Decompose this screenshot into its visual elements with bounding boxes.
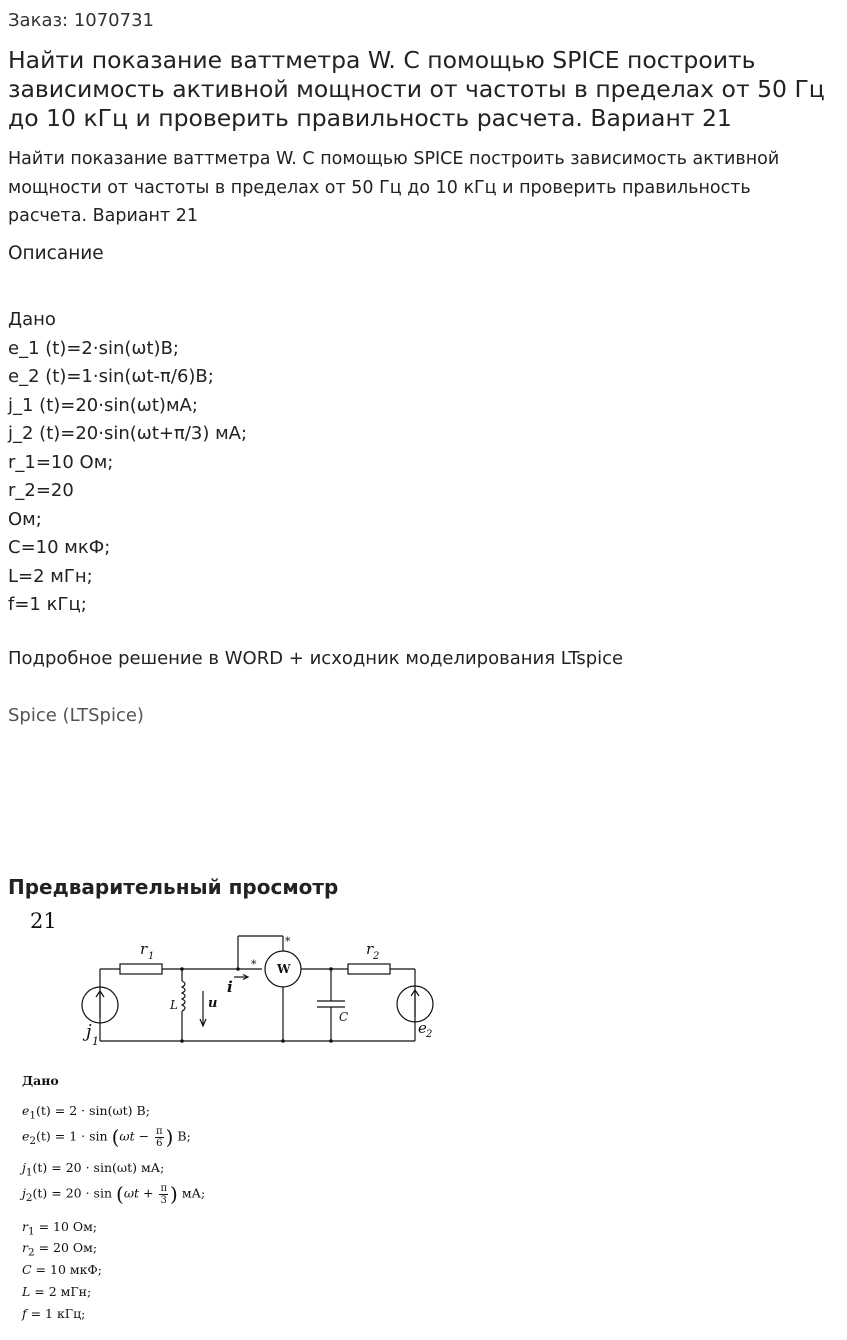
formula-e2: $e_2(t) = 1 \cdot \sin (\omega t$ − $\frac{\pi}{6}$ ) В; [22,1125,191,1149]
wattmeter-label: W [277,962,291,976]
j1-label: j [86,1021,92,1042]
capacitor-label: C [339,1010,349,1024]
formula-r2: $r_2 = 20$ Ом; [22,1240,98,1259]
e2-sub: 2 [426,1029,433,1040]
given-line: f=1 кГц; [8,594,87,615]
voltage-u-label: u [208,996,218,1011]
given-line: L=2 мГн; [8,565,93,587]
formula-l: L = 2 мГн; [22,1284,92,1299]
preview-image [0,905,460,1335]
r2-label: r [366,940,374,958]
given-line: r_2=20 [8,480,74,501]
formula-j1: $j_1(t) = 20 \cdot \sin(\omega t)$ мА; [22,1160,165,1179]
wattmeter-star-top: * [285,935,291,948]
wattmeter-star-left: * [251,958,257,971]
tag-link-spice[interactable]: Spice (LTSpice) [8,705,144,726]
r1-sub: 1 [148,951,155,962]
given-line: j_1 (t)=20·sin(ωt)мА; [8,394,198,416]
given-line: C=10 мкФ; [8,537,111,558]
given-line: e_1 (t)=2·sin(ωt)В; [8,337,179,359]
task-description: Найти показание ваттметра W. С помощью SPICE построить зависимость активной мощности от частоты в пределах от 50 Гц до 10 кГц и проверить правильность расчета. Вариант 21 [8,149,780,226]
given-line: e_2 (t)=1·sin(ωt-π/6)В; [8,366,214,387]
given-block [8,306,247,620]
formula-e1: $e_1(t) = 2 \cdot \sin(\omega t)$ В; [22,1103,150,1122]
given-line: r_1=10 Ом; [8,451,114,473]
formula-c: C = 10 мкФ; [22,1262,103,1277]
preview-variant-number: 21 [30,909,57,933]
given-line: Ом; [8,508,42,530]
page-title: Найти показание ваттметра W. С помощью SPICE построить зависимость активной мощности от частоты в пределах от 50 Гц до 10 кГц и проверить правильность расчета. Вариант 21 [8,46,825,132]
e2-label: e [418,1019,427,1037]
j1-sub: 1 [92,1035,99,1048]
order-number: Заказ: 1070731 [8,10,154,31]
current-i-label: i [227,978,233,996]
formula-r1: $r_1 = 10$ Ом; [22,1219,98,1238]
preview-heading: Предварительный просмотр [8,875,339,899]
given-heading: Дано [8,309,56,330]
inductor-icon [182,981,185,1011]
given-line: j_2 (t)=20·sin(ωt+π/3) мА; [8,423,248,444]
r1-label: r [140,940,148,958]
preview-given-title: Дано [22,1073,59,1088]
solution-note: Подробное решение в WORD + исходник моделирования LTspice [8,648,624,669]
formula-j2: $j_2(t) = 20 \cdot \sin (\omega t$ + $\frac{\pi}{3}$ ) мА; [22,1182,206,1206]
circuit-diagram [0,905,460,1055]
r2-sub: 2 [373,951,380,962]
description-section-label: Описание [8,243,104,264]
inductor-label: L [170,998,178,1012]
formula-f: f = 1 кГц; [22,1306,86,1321]
